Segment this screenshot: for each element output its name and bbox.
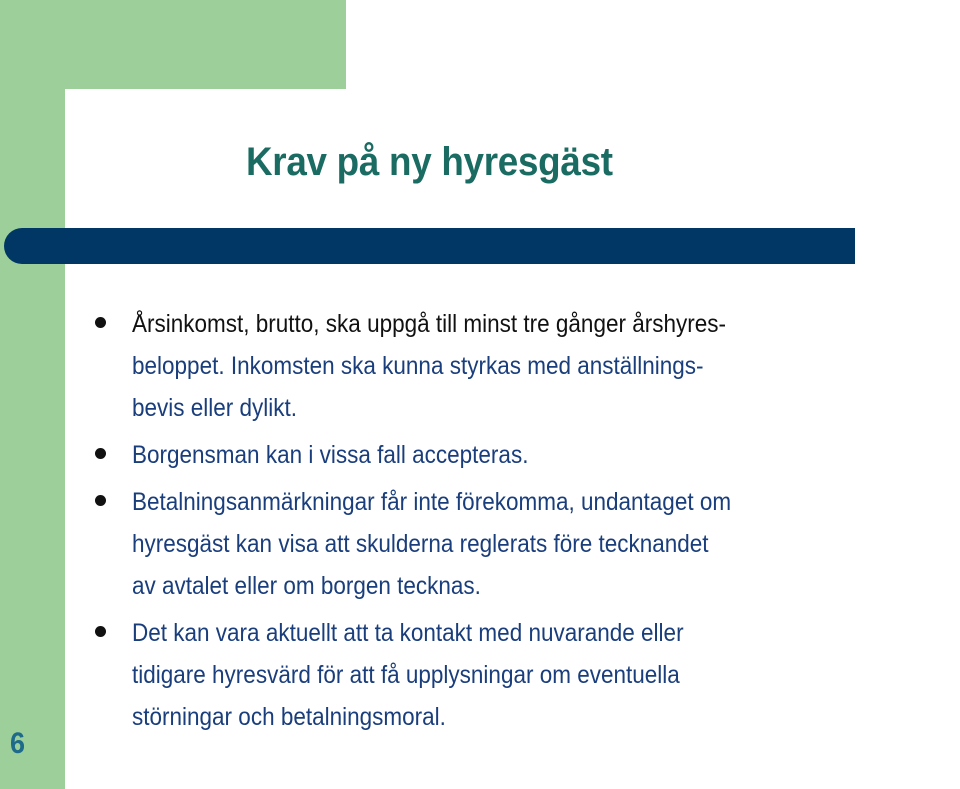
bullet-text-4-line-1: Det kan vara aktuellt att ta kontakt med nuvarande eller <box>132 619 684 647</box>
bullet-text-2-line-1: Borgensman kan i vissa fall accepteras. <box>132 441 529 469</box>
bullet-icon <box>95 448 106 459</box>
bullet-item-1 <box>95 303 955 429</box>
top-green-band <box>0 0 346 89</box>
bullet-text-1-line-3: bevis eller dylikt. <box>132 394 298 422</box>
bullet-icon <box>95 317 106 328</box>
bullet-text-4-line-3: störningar och betalningsmoral. <box>132 703 446 731</box>
title-divider-bar <box>4 228 855 264</box>
bullet-text-4-line-2: tidigare hyresvärd för att få upplysningar om eventuella <box>132 661 680 689</box>
slide-number: 6 <box>10 727 26 760</box>
bullet-text-1-line-2: beloppet. Inkomsten ska kunna styrkas med anställnings- <box>132 352 704 380</box>
bullet-text-3-line-2: hyresgäst kan visa att skulderna reglerats före tecknandet <box>132 530 709 558</box>
bullet-icon <box>95 495 106 506</box>
bullet-item-2 <box>95 434 955 476</box>
bullet-list <box>95 303 955 743</box>
bullet-text-3-line-3: av avtalet eller om borgen tecknas. <box>132 572 481 600</box>
bullet-icon <box>95 626 106 637</box>
bullet-text-1-line-1: Årsinkomst, brutto, ska uppgå till minst tre gånger årshyres- <box>132 310 726 338</box>
bullet-text-3-line-1: Betalningsanmärkningar får inte förekomma, undantaget om <box>132 488 732 516</box>
bullet-item-3 <box>95 481 955 607</box>
bullet-item-4 <box>95 612 955 738</box>
left-green-band <box>0 0 65 789</box>
slide-title: Krav på ny hyresgäst <box>246 140 613 184</box>
